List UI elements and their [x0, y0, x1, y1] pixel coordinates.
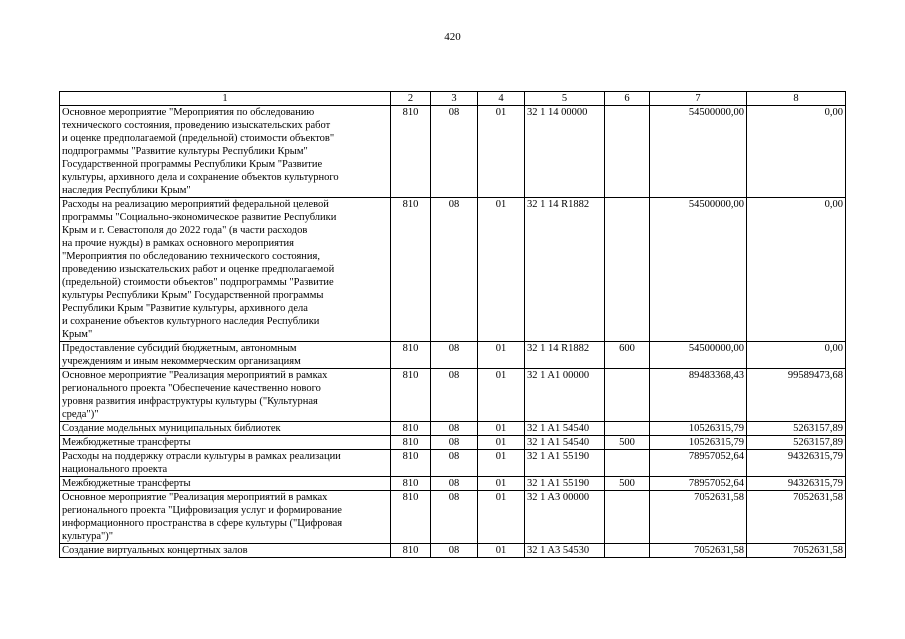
- ministry-code: 810: [391, 450, 431, 477]
- item-name: Межбюджетные трансферты: [60, 436, 391, 450]
- column-header: 2: [391, 92, 431, 106]
- column-header: 5: [525, 92, 605, 106]
- table-row: [60, 422, 846, 436]
- column-header: 1: [60, 92, 391, 106]
- amount-year-1: 54500000,00: [650, 106, 747, 198]
- subsection-code: 01: [478, 477, 525, 491]
- section-code: 08: [431, 436, 478, 450]
- target-article: 32 1 A3 54530: [525, 544, 605, 558]
- ministry-code: 810: [391, 106, 431, 198]
- subsection-code: 01: [478, 544, 525, 558]
- target-article: 32 1 14 00000: [525, 106, 605, 198]
- amount-year-2: 7052631,58: [747, 544, 846, 558]
- item-name: Создание модельных муниципальных библиотек: [60, 422, 391, 436]
- subsection-code: 01: [478, 450, 525, 477]
- item-name: Предоставление субсидий бюджетным, автономным учреждениям и иным некоммерческим организациям: [60, 342, 391, 369]
- amount-year-1: 54500000,00: [650, 198, 747, 342]
- section-code: 08: [431, 544, 478, 558]
- section-code: 08: [431, 450, 478, 477]
- table-row: [60, 106, 846, 198]
- target-article: 32 1 A1 54540: [525, 436, 605, 450]
- item-name: Межбюджетные трансферты: [60, 477, 391, 491]
- expense-type: [605, 450, 650, 477]
- target-article: 32 1 A1 00000: [525, 369, 605, 422]
- section-code: 08: [431, 477, 478, 491]
- item-name: Основное мероприятие "Мероприятия по обследованию технического состояния, проведению изыскательских работ и оценке предполагаемой (предельной) стоимости объектов" подпрограммы "Развитие культуры Республики Крым" Государственной программы Республики Крым "Развитие культуры, архивного дела и сохранение объектов культурного наследия Республики Крым": [60, 106, 391, 198]
- target-article: 32 1 A3 00000: [525, 491, 605, 544]
- section-code: 08: [431, 342, 478, 369]
- section-code: 08: [431, 422, 478, 436]
- expense-type: [605, 106, 650, 198]
- expense-type: 600: [605, 342, 650, 369]
- column-header: 8: [747, 92, 846, 106]
- amount-year-1: 10526315,79: [650, 422, 747, 436]
- ministry-code: 810: [391, 342, 431, 369]
- section-code: 08: [431, 491, 478, 544]
- subsection-code: 01: [478, 422, 525, 436]
- target-article: 32 1 A1 55190: [525, 450, 605, 477]
- budget-table: [59, 91, 846, 558]
- amount-year-2: 0,00: [747, 342, 846, 369]
- amount-year-1: 7052631,58: [650, 544, 747, 558]
- ministry-code: 810: [391, 544, 431, 558]
- subsection-code: 01: [478, 369, 525, 422]
- target-article: 32 1 14 R1882: [525, 198, 605, 342]
- amount-year-2: 0,00: [747, 198, 846, 342]
- target-article: 32 1 14 R1882: [525, 342, 605, 369]
- table-row: [60, 544, 846, 558]
- table-row: [60, 369, 846, 422]
- page-number: 420: [444, 31, 461, 43]
- subsection-code: 01: [478, 491, 525, 544]
- column-header: 3: [431, 92, 478, 106]
- header-row: [60, 92, 846, 106]
- subsection-code: 01: [478, 198, 525, 342]
- amount-year-1: 78957052,64: [650, 477, 747, 491]
- table-row: [60, 450, 846, 477]
- subsection-code: 01: [478, 436, 525, 450]
- expense-type: [605, 422, 650, 436]
- table-row: [60, 491, 846, 544]
- table-row: [60, 198, 846, 342]
- amount-year-1: 54500000,00: [650, 342, 747, 369]
- ministry-code: 810: [391, 422, 431, 436]
- amount-year-2: 94326315,79: [747, 477, 846, 491]
- amount-year-1: 89483368,43: [650, 369, 747, 422]
- section-code: 08: [431, 369, 478, 422]
- item-name: Основное мероприятие "Реализация мероприятий в рамках регионального проекта "Цифровизация услуг и формирование информационного пространства в сфере культуры ("Цифровая культура")": [60, 491, 391, 544]
- column-header: 6: [605, 92, 650, 106]
- item-name: Основное мероприятие "Реализация мероприятий в рамках регионального проекта "Обеспечение качественно нового уровня развития инфраструктуры культуры ("Культурная среда")": [60, 369, 391, 422]
- target-article: 32 1 A1 55190: [525, 477, 605, 491]
- amount-year-1: 78957052,64: [650, 450, 747, 477]
- amount-year-2: 0,00: [747, 106, 846, 198]
- expense-type: [605, 369, 650, 422]
- ministry-code: 810: [391, 477, 431, 491]
- table-row: [60, 436, 846, 450]
- table-row: [60, 477, 846, 491]
- amount-year-2: 99589473,68: [747, 369, 846, 422]
- amount-year-2: 5263157,89: [747, 436, 846, 450]
- amount-year-1: 10526315,79: [650, 436, 747, 450]
- target-article: 32 1 A1 54540: [525, 422, 605, 436]
- expense-type: 500: [605, 436, 650, 450]
- section-code: 08: [431, 106, 478, 198]
- subsection-code: 01: [478, 106, 525, 198]
- amount-year-1: 7052631,58: [650, 491, 747, 544]
- table-row: [60, 342, 846, 369]
- item-name: Создание виртуальных концертных залов: [60, 544, 391, 558]
- ministry-code: 810: [391, 198, 431, 342]
- amount-year-2: 94326315,79: [747, 450, 846, 477]
- ministry-code: 810: [391, 369, 431, 422]
- item-name: Расходы на реализацию мероприятий федеральной целевой программы "Социально-экономическое развитие Республики Крым и г. Севастополя до 2022 года" (в части расходов на прочие нужды) в рамках основного мероприятия "Мероприятия по обследованию технического состояния, проведению изыскательских работ и оценке предполагаемой (предельной) стоимости объектов" подпрограммы "Развитие культуры Республики Крым" Государственной программы Республики Крым "Развитие культуры, архивного дела и сохранение объектов культурного наследия Республики Крым": [60, 198, 391, 342]
- amount-year-2: 7052631,58: [747, 491, 846, 544]
- item-name: Расходы на поддержку отрасли культуры в рамках реализации национального проекта: [60, 450, 391, 477]
- column-header: 4: [478, 92, 525, 106]
- expense-type: [605, 544, 650, 558]
- column-header: 7: [650, 92, 747, 106]
- expense-type: [605, 491, 650, 544]
- ministry-code: 810: [391, 491, 431, 544]
- section-code: 08: [431, 198, 478, 342]
- amount-year-2: 5263157,89: [747, 422, 846, 436]
- subsection-code: 01: [478, 342, 525, 369]
- expense-type: [605, 198, 650, 342]
- expense-type: 500: [605, 477, 650, 491]
- ministry-code: 810: [391, 436, 431, 450]
